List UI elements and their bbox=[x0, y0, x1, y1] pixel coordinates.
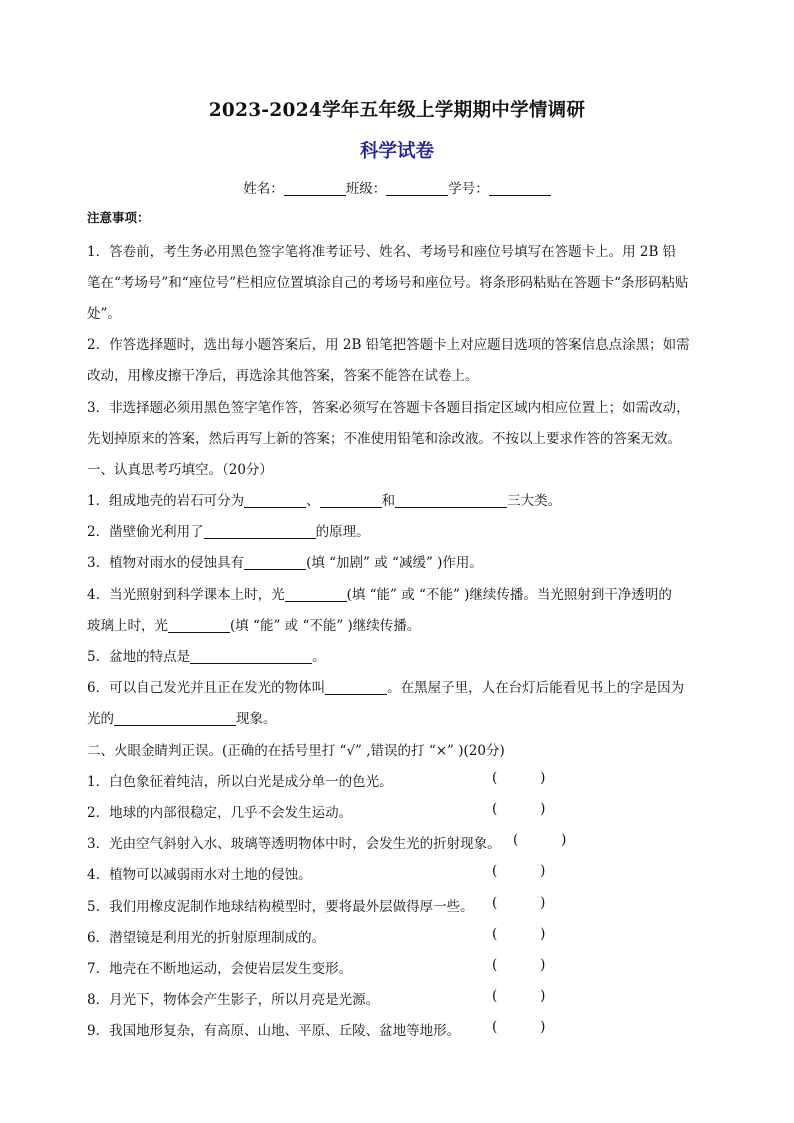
answer-parentheses[interactable]: ( ) bbox=[492, 1019, 546, 1035]
judge-item-9: 9．我国地形复杂，有高原、山地、平原、丘陵、盆地等地形。 bbox=[87, 1023, 461, 1039]
question-1-4-line-1 bbox=[87, 583, 672, 603]
judge-item-6: 6．潜望镜是利用光的折射原理制成的。 bbox=[87, 930, 326, 946]
question-text: (填 “加剧” 或 “减缓” )作用。 bbox=[306, 555, 483, 571]
note-1-line-2: 笔在“考场号”和“座位号”栏相应位置填涂自己的考场号和座位号。将条形码粘贴在答题卡“条形码粘贴 bbox=[87, 275, 689, 291]
judge-item-4: 4．植物可以减弱雨水对土地的侵蚀。 bbox=[87, 867, 312, 883]
question-text: (填 “能” 或 “不能” )继续传播。当光照射到干净透明的 bbox=[346, 587, 672, 603]
question-text: 现象。 bbox=[236, 711, 277, 727]
question-text: 玻璃上时，光 bbox=[87, 618, 168, 634]
answer-parentheses[interactable]: ( ) bbox=[492, 863, 546, 879]
name-label: 姓名： bbox=[243, 181, 284, 197]
answer-blank[interactable] bbox=[168, 618, 230, 633]
exam-title: 2023-2024学年五年级上学期期中学情调研 bbox=[208, 100, 586, 121]
note-2-line-1: 2．作答选择题时，选出每小题答案后，用 2B 铅笔把答题卡上对应题目选项的答案信息点涂黑；如需 bbox=[87, 337, 690, 353]
answer-blank[interactable] bbox=[285, 587, 347, 602]
judge-item-8: 8．月光下，物体会产生影子，所以月亮是光源。 bbox=[87, 992, 380, 1008]
question-1-6-line-2 bbox=[87, 707, 277, 727]
section-1-heading: 一、认真思考巧填空。（20分） bbox=[87, 462, 273, 478]
question-text: 3．植物对雨水的侵蚀具有 bbox=[87, 555, 245, 571]
question-text: (填 “能” 或 “不能” )继续传播。 bbox=[230, 618, 421, 634]
question-text: 4．当光照射到科学课本上时，光 bbox=[87, 587, 285, 603]
note-1-line-3: 处”。 bbox=[87, 306, 121, 322]
question-1-1 bbox=[87, 489, 561, 509]
answer-blank[interactable] bbox=[244, 555, 306, 570]
answer-parentheses[interactable]: ( ) bbox=[492, 988, 546, 1004]
question-1-5 bbox=[87, 645, 326, 665]
note-1-line-1: 1．答卷前，考生务必用黑色签字笔将准考证号、姓名、考场号和座位号填写在答题卡上。用 2B 铅 bbox=[87, 244, 677, 260]
answer-blank[interactable] bbox=[244, 493, 306, 508]
answer-blank[interactable] bbox=[320, 493, 382, 508]
judge-item-5: 5．我们用橡皮泥制作地球结构模型时，要将最外层做得厚一些。 bbox=[87, 899, 474, 915]
judge-item-1: 1．白色象征着纯洁，所以白光是成分单一的色光。 bbox=[87, 774, 393, 790]
question-1-4-line-2 bbox=[87, 614, 420, 634]
judge-item-2: 2．地球的内部很稳定，几乎不会发生运动。 bbox=[87, 805, 353, 821]
exam-subtitle: 科学试卷 bbox=[359, 141, 434, 162]
question-text: 。在黑屋子里，人在台灯后能看见书上的字是因为 bbox=[387, 680, 685, 696]
judge-item-3: 3．光由空气斜射入水、玻璃等透明物体中时，会发生光的折射现象。 bbox=[87, 836, 501, 852]
answer-parentheses[interactable]: ( ) bbox=[513, 832, 567, 848]
note-2-line-2: 改动，用橡皮擦干净后，再选涂其他答案，答案不能答在试卷上。 bbox=[87, 368, 479, 384]
question-text: 光的 bbox=[87, 711, 114, 727]
section-2-heading: 二、火眼金睛判正误。(正确的在括号里打 “√” ,错误的打 “×” )(20分) bbox=[87, 743, 505, 759]
answer-parentheses[interactable]: ( ) bbox=[492, 770, 546, 786]
class-blank[interactable] bbox=[386, 181, 448, 196]
answer-parentheses[interactable]: ( ) bbox=[492, 957, 546, 973]
answer-parentheses[interactable]: ( ) bbox=[492, 801, 546, 817]
answer-blank[interactable] bbox=[325, 680, 387, 695]
judge-item-7: 7．地壳在不断地运动，会使岩层发生变形。 bbox=[87, 961, 353, 977]
note-3-line-1: 3．非选择题必须用黑色签字笔作答，答案必须写在答题卡各题目指定区域内相应位置上；如需改动， bbox=[87, 400, 690, 416]
answer-blank[interactable] bbox=[114, 711, 236, 726]
question-1-3 bbox=[87, 551, 483, 571]
question-text: 、 bbox=[306, 493, 320, 509]
name-blank[interactable] bbox=[284, 181, 346, 196]
question-text: 和 bbox=[381, 493, 396, 509]
question-1-6-line-1 bbox=[87, 676, 684, 696]
question-text: 5．盆地的特点是 bbox=[87, 649, 191, 665]
question-text: 6．可以自己发光并且正在发光的物体叫 bbox=[87, 680, 326, 696]
answer-parentheses[interactable]: ( ) bbox=[492, 926, 546, 942]
id-blank[interactable] bbox=[489, 181, 551, 196]
question-text: 1．组成地壳的岩石可分为 bbox=[87, 493, 245, 509]
question-text: 的原理。 bbox=[315, 524, 370, 540]
notes-heading: 注意事项： bbox=[87, 210, 150, 225]
answer-blank[interactable] bbox=[395, 493, 507, 508]
answer-blank[interactable] bbox=[204, 524, 316, 539]
answer-parentheses[interactable]: ( ) bbox=[492, 895, 546, 911]
question-1-2 bbox=[87, 520, 370, 540]
class-label: 班级： bbox=[345, 181, 387, 197]
question-text: 2．凿壁偷光利用了 bbox=[87, 524, 204, 540]
answer-blank[interactable] bbox=[190, 649, 312, 664]
id-label: 学号： bbox=[448, 181, 489, 197]
student-info-line bbox=[0, 177, 794, 197]
question-text: 。 bbox=[312, 649, 326, 665]
question-text: 三大类。 bbox=[507, 493, 562, 509]
note-3-line-2: 先划掉原来的答案，然后再写上新的答案；不准使用铅笔和涂改液。不按以上要求作答的答案无效。 bbox=[87, 431, 681, 447]
